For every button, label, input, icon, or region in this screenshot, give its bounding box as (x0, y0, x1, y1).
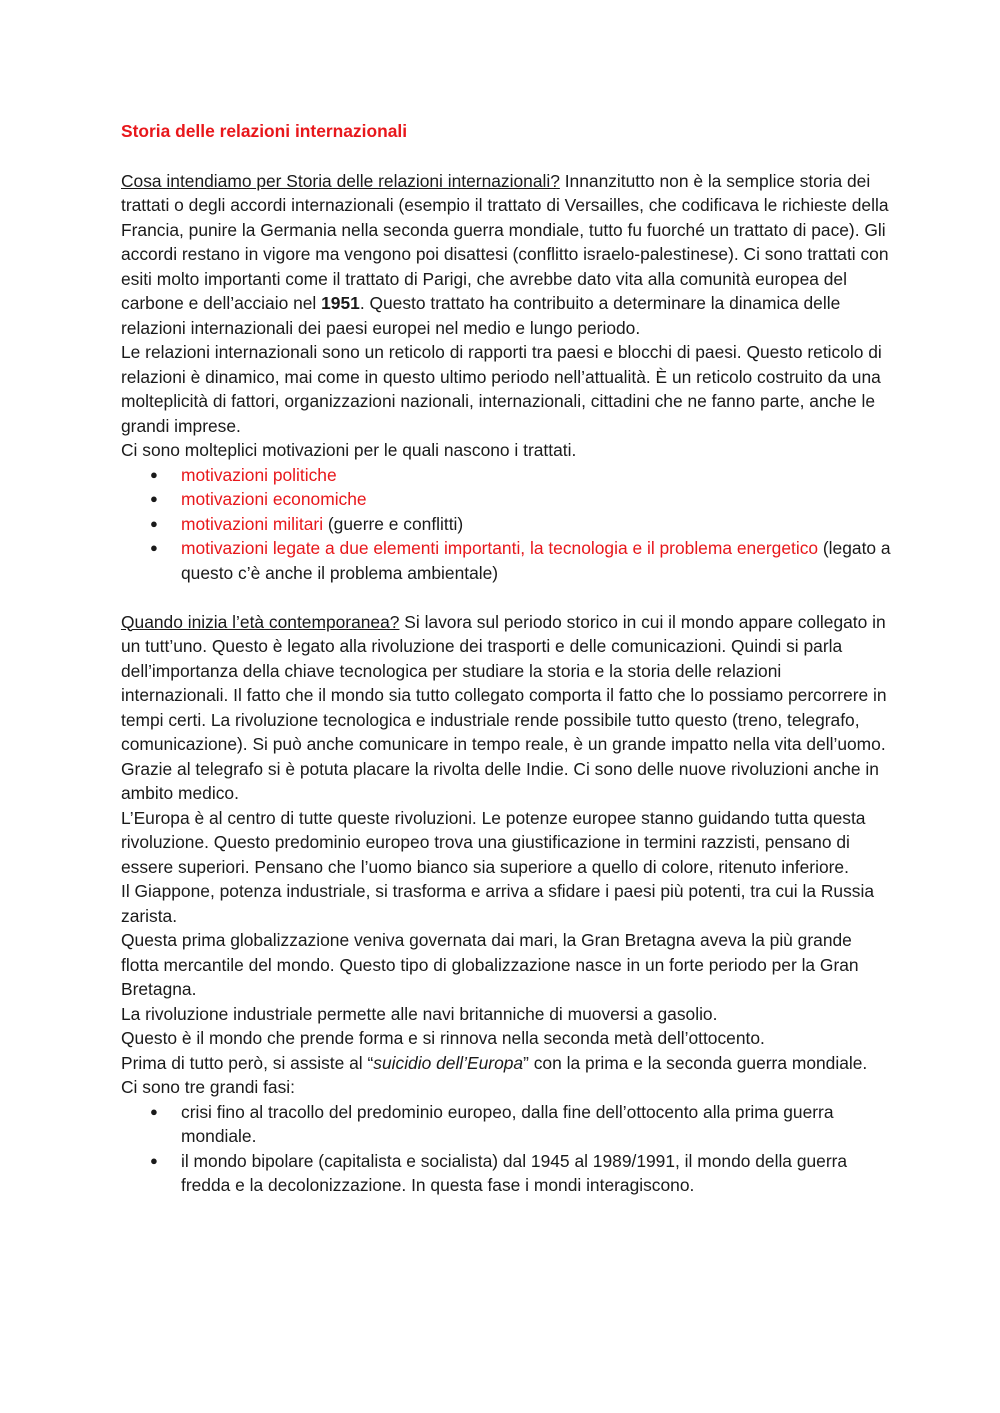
paragraph-intro (121, 169, 891, 341)
list-item (121, 512, 891, 537)
list-item-text: (legato a questo c’è anche il problema ambientale) (181, 538, 891, 583)
blank-line (121, 585, 891, 610)
paragraph: Ci sono molteplici motivazioni per le quali nascono i trattati. (121, 440, 577, 460)
document-title: Storia delle relazioni internazionali (121, 121, 408, 141)
paragraph-text: Innanzitutto non è la semplice storia dei trattati o degli accordi internazionali (esempio il trattato di Versailles, che codificava le richieste della Francia, punire la Germania nella seconda guerra mondiale, tutto fu fuorché un trattato di pace). Gli accordi restano in vigore ma vengono poi disattesi (conflitto israelo-palestinese). Ci sono trattati con esiti molto importanti come il trattato di Parigi, che avrebbe dato vita alla comunità europea del carbone e dell’acciaio nel (121, 170, 889, 313)
list-item: ● crisi fino al tracollo del predominio europeo, dalla fine dell’ottocento alla prima guerra mondiale. (121, 1100, 891, 1149)
paragraph (121, 1051, 891, 1076)
paragraph: La rivoluzione industriale permette alle navi britanniche di muoversi a gasolio. (121, 1003, 718, 1024)
list-item: ● il mondo bipolare (capitalista e socialista) dal 1945 al 1989/1991, il mondo della guerra fredda e la decolonizzazione. In questa fase i mondi interagiscono. (121, 1149, 891, 1198)
paragraph-text: Si lavora sul periodo storico in cui il mondo appare collegato in un tutt’uno. Questo è legato alla rivoluzione dei trasporti e delle comunicazioni. Quindi si parla dell’importanza della chiave tecnologica per studiare la storia e la storia delle relazioni internazionali. Il fatto che il mondo sia tutto collegato comporta il fatto che lo possiamo percorrere in tempi certi. La rivoluzione tecnologica e industriale rende possibile tutto questo (treno, telegrafo, comunicazione). Si può anche comunicare in tempo reale, è un grande impatto nella vita dell’uomo. Grazie al telegrafo si è potuta placare la rivolta delle Indie. Ci sono delle nuove rivoluzioni anche in ambito medico. (121, 611, 887, 803)
list-item-highlight: motivazioni politiche (181, 464, 337, 485)
paragraph-text: . Questo trattato ha contribuito a determinare la dinamica delle relazioni internazionali dei paesi europei nel medio e lungo periodo. (121, 293, 841, 338)
list-item (121, 536, 891, 585)
list-item (121, 487, 891, 512)
section-question: Quando inizia l’età contemporanea? (121, 611, 400, 632)
list-item-highlight: motivazioni legate a due elementi importanti, la tecnologia e il problema energetico (181, 538, 819, 558)
paragraph: Questo è il mondo che prende forma e si rinnova nella seconda metà dell’ottocento. (121, 1028, 765, 1048)
paragraph: Il Giappone, potenza industriale, si trasforma e arriva a sfidare i paesi più potenti, tra cui la Russia zarista. (121, 881, 875, 926)
list-item-text: (guerre e conflitti) (323, 513, 464, 534)
paragraph: L’Europa è al centro di tutte queste rivoluzioni. Le potenze europee stanno guidando tutta questa rivoluzione. Questo predominio europeo trova una giustificazione in termini razzisti, pensano di essere superiori. Pensano che l’uomo bianco sia superiore a quello di colore, ritenuto inferiore. (121, 807, 866, 877)
list-item (121, 463, 891, 488)
blank-line (121, 144, 891, 169)
year-bold: 1951 (321, 293, 360, 313)
paragraph-text: ” con la prima e la seconda guerra mondiale. (523, 1052, 868, 1073)
paragraph-text: Prima di tutto però, si assiste al “ (121, 1052, 374, 1073)
section-question: Cosa intendiamo per Storia delle relazioni internazionali? (121, 170, 560, 191)
motivations-list (121, 463, 891, 586)
list-item-highlight: motivazioni militari (181, 513, 324, 534)
paragraph-contemporary (121, 610, 891, 806)
paragraph: Ci sono tre grandi fasi: (121, 1077, 295, 1097)
italic-quote: suicidio dell’Europa (373, 1052, 524, 1073)
paragraph: Le relazioni internazionali sono un reticolo di rapporti tra paesi e blocchi di paesi. Questo reticolo di relazioni è dinamico, mai come in questo ultimo periodo nell’attualità. È un reticolo costruito da una molteplicità di fattori, organizzazioni nazionali, internazionali, cittadini che ne fanno parte, anche le grandi imprese. (121, 342, 882, 436)
document-page (121, 118, 891, 1198)
paragraph: Questa prima globalizzazione veniva governata dai mari, la Gran Bretagna aveva la più grande flotta mercantile del mondo. Questo tipo di globalizzazione nasce in un forte periodo per la Gran Bretagna. (121, 930, 859, 999)
phases-list (121, 1100, 891, 1198)
list-item-highlight: motivazioni economiche (181, 489, 367, 509)
